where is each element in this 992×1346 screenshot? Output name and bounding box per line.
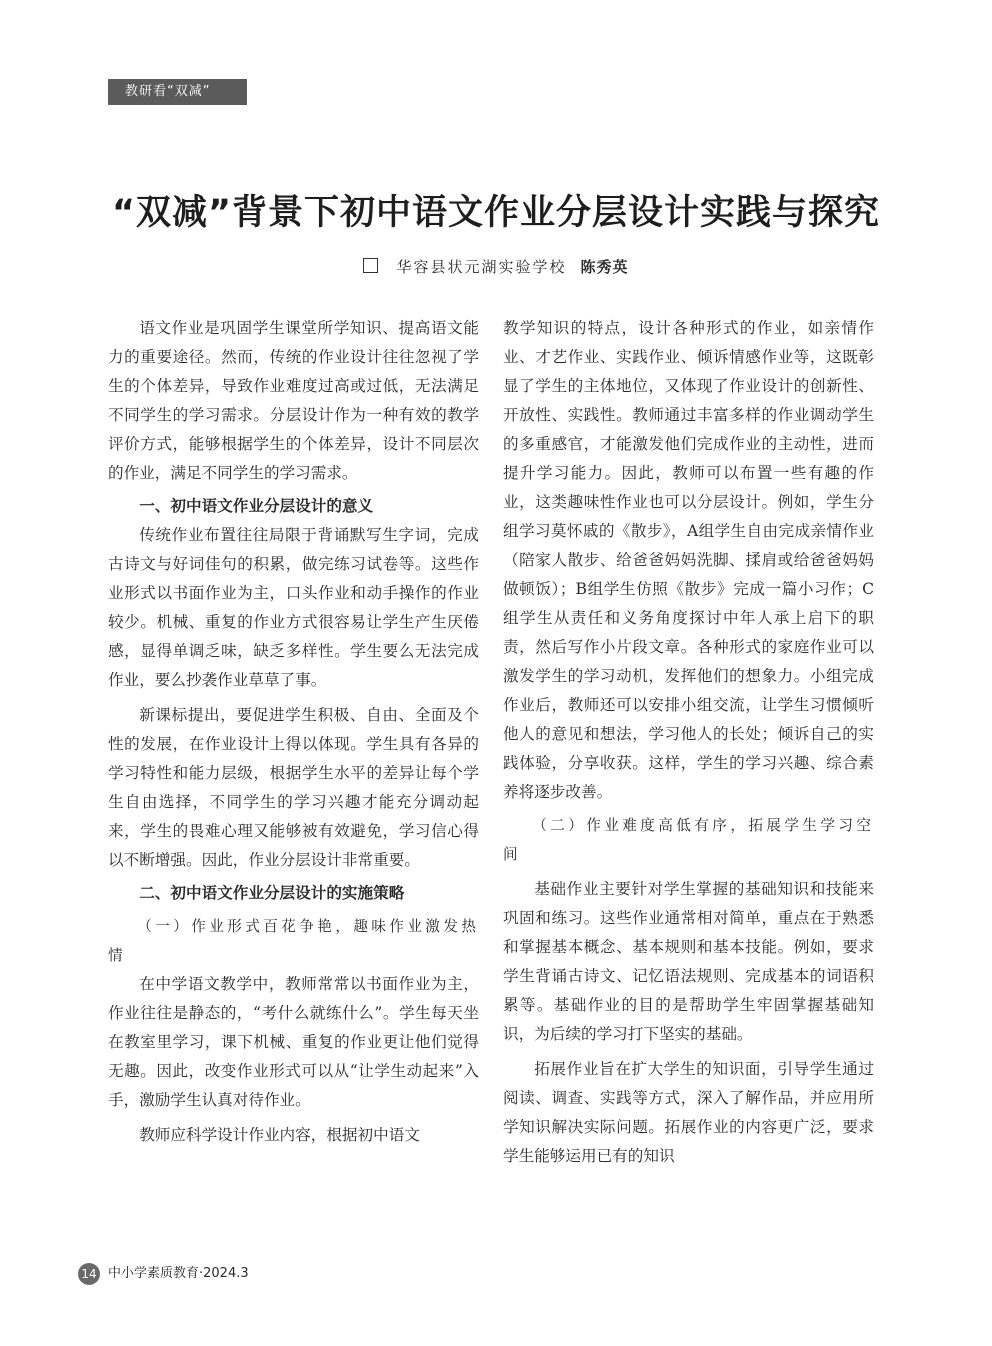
page-footer [78,1263,249,1285]
right-column [503,314,874,1171]
article-title: “双减”背景下初中语文作业分层设计实践与探究 [111,193,880,233]
author-name: 陈秀英 [580,258,629,276]
paragraph: 传统作业布置往往局限于背诵默写生字词，完成古诗文与好词佳句的积累，做完练习试卷等。这些作业形式以书面作业为主，口头作业和动手操作的作业较少。机械、重复的作业方式很容易让学生产生厌倦感，显得单调乏味，缺乏多样性。学生要么无法完成作业，要么抄袭作业草草了事。 [108,526,479,689]
paragraph: 拓展作业旨在扩大学生的知识面，引导学生通过阅读、调查、实践等方式，深入了解作品，并应用所学知识解决实际问题。拓展作业的内容更广泛，要求学生能够运用已有的知识 [503,1060,874,1165]
paragraph: 教学知识的特点，设计各种形式的作业，如亲情作业、才艺作业、实践作业、倾诉情感作业等，这既彰显了学生的主体地位，又体现了作业设计的创新性、开放性、实践性。教师通过丰富多样的作业调动学生的多重感官，才能激发他们完成作业的主动性，进而提升学习能力。因此，教师可以布置一些有趣的作业，这类趣味性作业也可以分层设计。例如，学生分组学习莫怀戚的《散步》，A组学生自由完成亲情作业（陪家人散步、给爸爸妈妈洗脚、揉肩或给爸爸妈妈做顿饭）；B组学生仿照《散步》完成一篇小习作；C组学生从责任和义务角度探讨中年人承上启下的职责，然后写作小片段文章。各种形式的家庭作业可以激发学生的学习动机，发挥他们的想象力。小组完成作业后，教师还可以安排小组交流，让学生习惯倾听他人的意见和想法，学习他人的长处；倾诉自己的实践体验，分享收获。这样，学生的学习兴趣、综合素养将逐步改善。 [503,319,874,801]
paragraph: 语文作业是巩固学生课堂所学知识、提高语文能力的重要途径。然而，传统的作业设计往往忽视了学生的个体差异，导致作业难度过高或过低，无法满足不同学生的学习需求。分层设计作为一种有效的教学评价方式，能够根据学生的个体差异，设计不同层次的作业，满足不同学生的学习需求。 [108,319,479,482]
subsection-heading: （一）作业形式百花争艳，趣味作业激发热情 [108,918,479,964]
author-school: 华容县状元湖实验学校 [396,258,567,276]
paragraph: 基础作业主要针对学生掌握的基础知识和技能来巩固和练习。这些作业通常相对简单，重点在于熟悉和掌握基本概念、基本规则和基本技能。例如，要求学生背诵古诗文、记忆语法规则、完成基本的词语积累等。基础作业的目的是帮助学生牢固掌握基础知识，为后续的学习打下坚实的基础。 [503,880,874,1043]
subsection-heading: （二）作业难度高低有序，拓展学生学习空间 [503,817,874,863]
paragraph: 在中学语文教学中，教师常常以书面作业为主，作业往往是静态的，“考什么就练什么”。学生每天坐在教室里学习，课下机械、重复的作业更让他们觉得无趣。因此，改变作业形式可以从“让学生动起来”入手，激励学生认真对待作业。 [108,975,479,1109]
left-column [108,314,479,1150]
paragraph: 教师应科学设计作业内容，根据初中语文 [139,1126,420,1144]
section-heading: 二、初中语文作业分层设计的实施策略 [139,884,405,902]
paragraph: 新课标提出，要促进学生积极、自由、全面及个性的发展，在作业设计上得以体现。学生具有各异的学习特性和能力层级，根据学生水平的差异让每个学生自由选择，不同学生的学习兴趣才能充分调动起来，学生的畏难心理又能够被有效避免，学习信心得以不断增强。因此，作业分层设计非常重要。 [108,706,479,869]
journal-info: 中小学素质教育·2024.3 [108,1266,249,1281]
square-icon [363,258,378,273]
page-number: 14 [78,1263,100,1285]
section-heading: 一、初中语文作业分层设计的意义 [139,497,374,515]
section-tag: 教研看“双减” [108,79,247,105]
byline [0,256,992,277]
